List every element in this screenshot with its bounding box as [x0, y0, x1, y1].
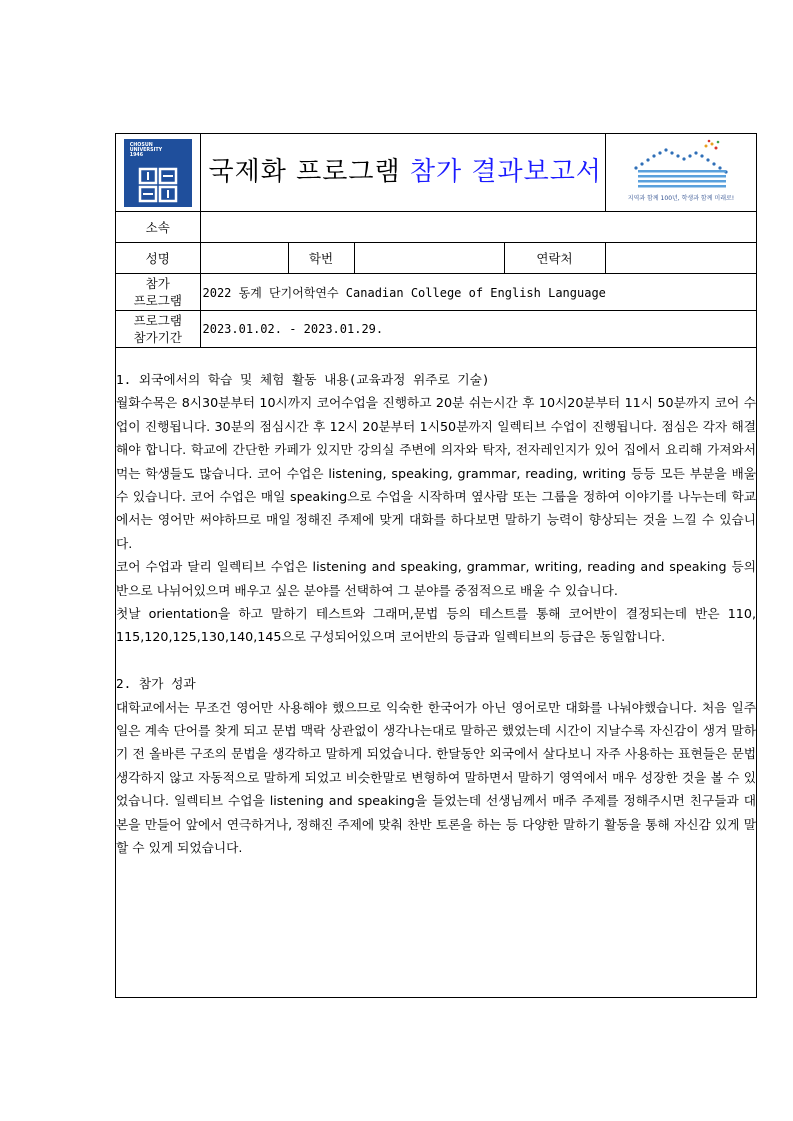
affiliation-field[interactable]	[200, 212, 756, 243]
report-form	[115, 133, 757, 998]
section1-paragraph-1: 월화수목은 8시30분부터 10시까지 코어수업을 진행하고 20분 쉬는시간 후 10시20분부터 11시 50분까지 코어 수업이 진행됩니다. 30분의 점심시간 후 12시 20분부터 1시50분까지 일렉티브 수업이 진행됩니다. 점심은 각자 해결해야 합니다. 학교에 간단한 카페가 있지만 강의실 주변에 의자와 탁자, 전자레인지가 있어 집에서 요리해 가져와서 먹는 학생들도 많습니다. 코어 수업은 listening, speaking, grammar, reading, writing 등등 모든 부분을 배울 수 있습니다. 코어 수업은 매일 speaking으로 수업을 시작하며 옆사람 또는 그룹을 정하여 이야기를 나누는데 학교에서는 영어만 써야하므로 매일 정해진 주제에 맞게 대화를 하다보면 말하기 능력이 향상되는 것을 느낄 수 있습니다.	[116, 395, 756, 551]
school-logo-cell	[116, 134, 200, 212]
name-field[interactable]	[200, 243, 288, 274]
period-label: 프로그램 참가기간	[116, 311, 200, 348]
anniversary-emblem-icon	[606, 134, 756, 208]
program-label: 참가 프로그램	[116, 274, 200, 311]
name-label: 성명	[116, 243, 200, 274]
affiliation-label: 소속	[116, 212, 200, 243]
emblem-slogan: 지역과 함께 100년, 학생과 함께 미래로!	[627, 195, 734, 202]
section-spacer	[116, 649, 756, 672]
title-cell	[200, 134, 605, 212]
info-table	[116, 134, 756, 348]
contact-field[interactable]	[605, 243, 756, 274]
section1-paragraph-3: 첫날 orientation을 하고 말하기 테스트와 그래머,문법 등의 테스트를 통해 코어반이 결정되는데 반은 110, 115,120,125,130,140,145으로 구성되어있으며 코어반의 등급과 일렉티브의 등급은 동일합니다.	[116, 606, 756, 645]
page-title	[209, 151, 602, 188]
title-highlight: 참가 결과보고서	[409, 157, 602, 187]
title-main: 국제화 프로그램	[208, 157, 401, 187]
section1-heading: 1. 외국에서의 학습 및 체험 활동 내용(교육과정 위주로 기술)	[116, 372, 490, 387]
student-id-label: 학번	[288, 243, 354, 274]
contact-label: 연락처	[504, 243, 605, 274]
university-emblem-icon	[138, 167, 178, 203]
period-field[interactable]: 2023.01.02. - 2023.01.29.	[200, 311, 756, 348]
emblem-cell	[605, 134, 756, 212]
section2-heading: 2. 참가 성과	[116, 676, 196, 692]
student-id-field[interactable]	[354, 243, 504, 274]
section1-paragraph-2: 코어 수업과 달리 일렉티브 수업은 listening and speaking, grammar, writing, reading and speaking 등의 반으로 나뉘어있으며 배우고 싶은 분야를 선택하여 그 분야를 중점적으로 배울 수 있습니다.	[116, 559, 756, 598]
program-field[interactable]: 2022 동계 단기어학연수 Canadian College of English Language	[200, 274, 756, 311]
report-body	[116, 368, 756, 860]
section2-paragraph-1: 대학교에서는 무조건 영어만 사용해야 했으므로 익숙한 한국어가 아닌 영어로만 대화를 나눠야했습니다. 처음 일주일은 계속 단어를 찾게 되고 문법 맥락 상관없이 생각나는대로 말하곤 했었는데 시간이 지날수록 자신감이 생겨 말하기 전 올바른 구조의 문법을 생각하고 말하게 되었습니다. 한달동안 외국에서 살다보니 자주 사용하는 표현들은 문법 생각하지 않고 자동적으로 말하게 되었고 비슷한말로 변형하여 말하면서 말하기 영역에서 매우 성장한 것을 볼 수 있었습니다. 일렉티브 수업을 listening and speaking을 들었는데 선생님께서 매주 주제를 정해주시면 친구들과 대본을 만들어 앞에서 연극하거나, 정해진 주제에 맞춰 찬반 토론을 하는 등 다양한 말하기 활동을 통해 자신감 있게 말할 수 있게 되었습니다.	[116, 699, 756, 856]
university-logo: CHOSUN UNIVERSITY 1946	[124, 139, 192, 207]
